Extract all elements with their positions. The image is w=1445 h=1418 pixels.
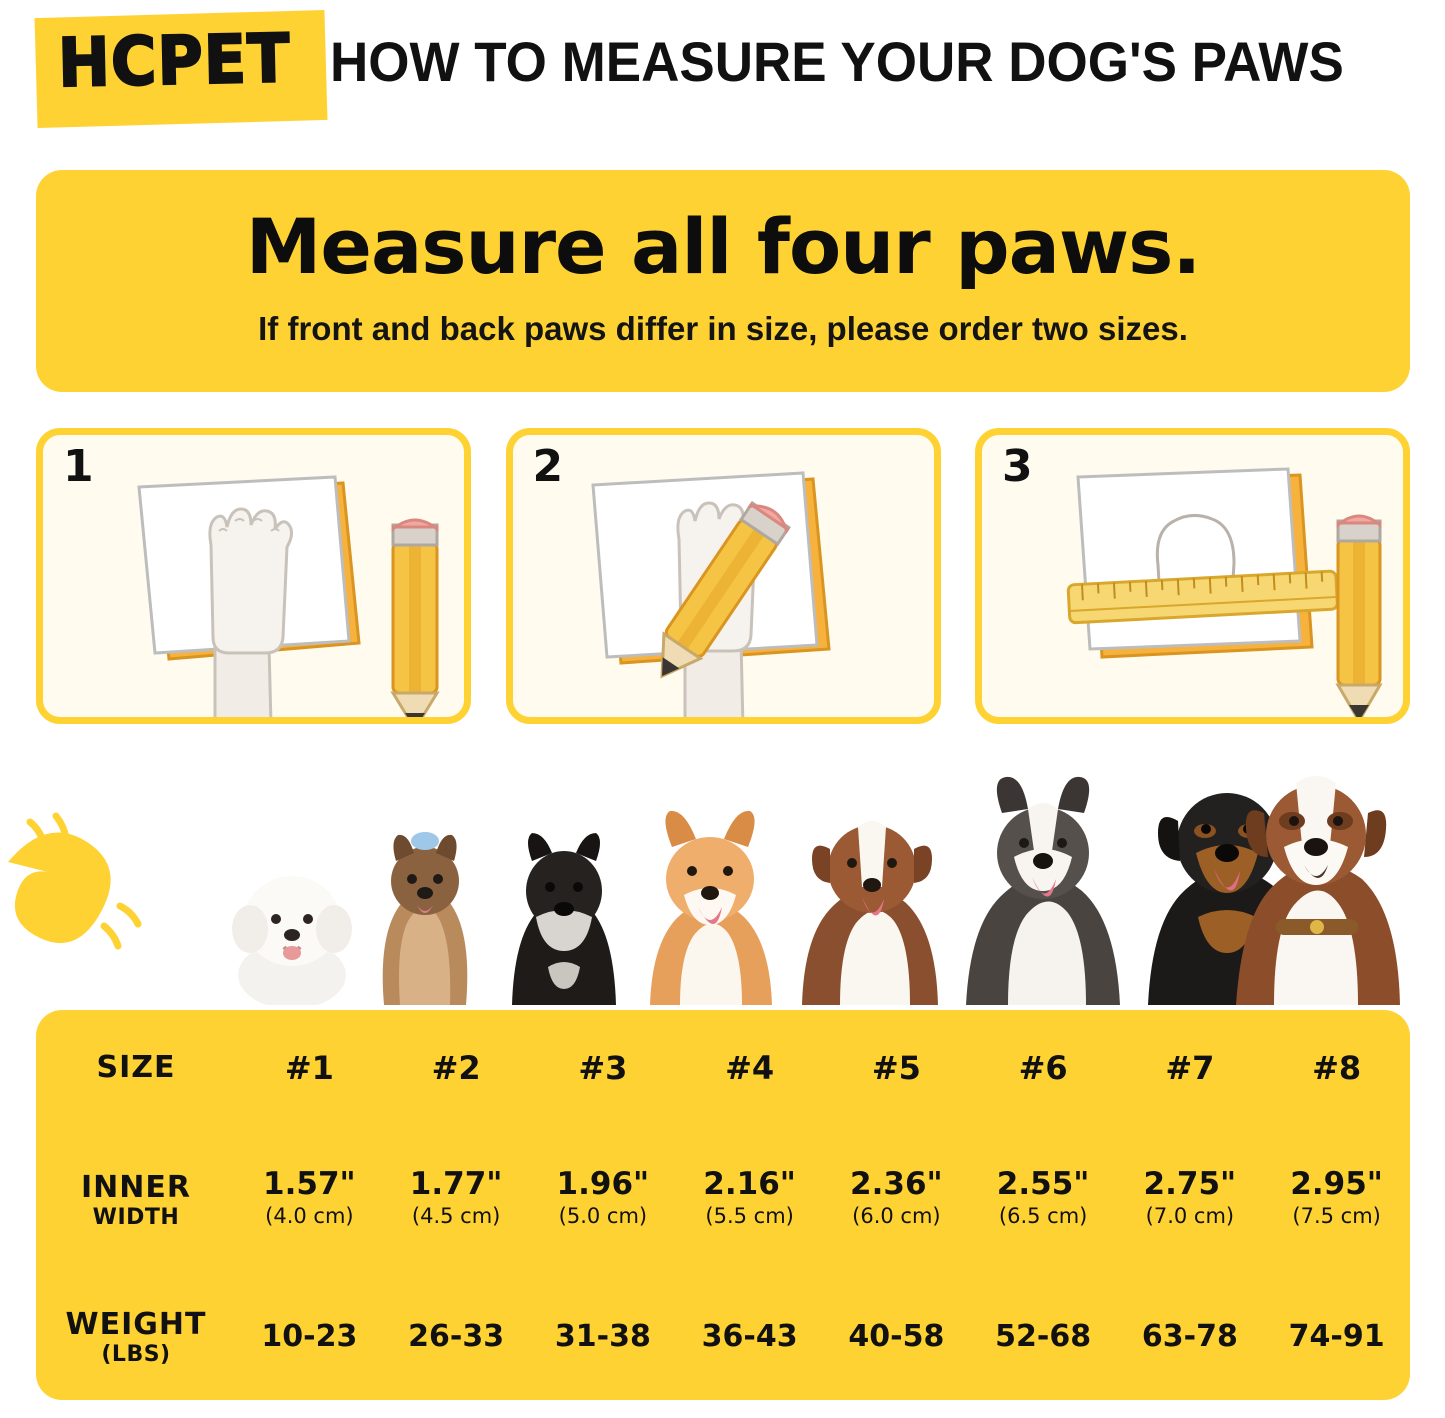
row-label-size: SIZE bbox=[96, 1050, 176, 1086]
dog-bichon-frise bbox=[222, 855, 362, 1005]
inner-width-cell bbox=[530, 1126, 677, 1274]
inner-width-cell bbox=[236, 1126, 383, 1274]
inner-width-inches: 2.16" bbox=[703, 1165, 796, 1202]
inner-width-inches: 1.96" bbox=[556, 1165, 650, 1202]
page-header bbox=[0, 0, 1445, 150]
step-number: 2 bbox=[532, 441, 564, 492]
step-card-3 bbox=[975, 428, 1410, 724]
row-label-inner: INNER bbox=[81, 1169, 191, 1205]
step-number: 1 bbox=[63, 441, 94, 492]
size-cell: #6 bbox=[1018, 1048, 1068, 1087]
yellow-swoosh-icon bbox=[0, 810, 210, 970]
dog-australian-shepherd bbox=[792, 793, 952, 1005]
measuring-trace-with-ruler-icon bbox=[982, 435, 1410, 724]
brand-name: HCPET bbox=[57, 18, 292, 103]
inner-width-inches: 1.77" bbox=[409, 1165, 503, 1202]
dog-lineup bbox=[222, 740, 1402, 1005]
dog-size-illustrations bbox=[0, 740, 1445, 1010]
dog-yorkshire-terrier bbox=[360, 823, 490, 1005]
size-chart-card bbox=[36, 1010, 1410, 1400]
row-label-weight-text: WEIGHT bbox=[65, 1306, 207, 1342]
weight-cell: 31-38 bbox=[554, 1319, 651, 1355]
row-label-width: WIDTH bbox=[92, 1204, 180, 1230]
tracing-paw-with-pencil-icon bbox=[513, 435, 941, 724]
step-card-2 bbox=[506, 428, 941, 724]
inner-width-cell bbox=[383, 1126, 530, 1274]
inner-width-inches: 1.57" bbox=[263, 1165, 356, 1202]
size-cell: #2 bbox=[431, 1048, 481, 1087]
dog-shiba-inu bbox=[636, 809, 786, 1005]
paw-on-paper-icon bbox=[43, 435, 471, 724]
dog-saint-bernard bbox=[1228, 743, 1404, 1005]
size-cell: #1 bbox=[284, 1048, 334, 1087]
inner-width-inches: 2.55" bbox=[996, 1165, 1090, 1202]
table-row-inner-width bbox=[36, 1126, 1410, 1274]
weight-cell: 26-33 bbox=[408, 1319, 505, 1355]
table-row-weight bbox=[36, 1274, 1410, 1401]
inner-width-cm: (6.5 cm) bbox=[998, 1204, 1088, 1229]
weight-cell: 63-78 bbox=[1141, 1319, 1238, 1355]
weight-cell: 36-43 bbox=[701, 1319, 798, 1355]
row-label-weight bbox=[36, 1274, 236, 1401]
row-label-inner-width bbox=[36, 1126, 236, 1274]
inner-width-cell bbox=[1117, 1126, 1264, 1274]
inner-width-cm: (5.0 cm) bbox=[558, 1204, 648, 1229]
inner-width-cm: (4.5 cm) bbox=[411, 1204, 501, 1229]
inner-width-inches: 2.95" bbox=[1290, 1165, 1383, 1202]
inner-width-cell bbox=[823, 1126, 970, 1274]
instruction-banner bbox=[36, 170, 1410, 392]
size-cell: #4 bbox=[725, 1048, 775, 1087]
page-title: HOW TO MEASURE YOUR DOG'S PAWS bbox=[330, 31, 1344, 94]
row-label-weight-unit: (LBS) bbox=[101, 1341, 171, 1367]
inner-width-cm: (5.5 cm) bbox=[705, 1204, 794, 1229]
inner-width-cell bbox=[1263, 1126, 1410, 1274]
steps-row bbox=[36, 428, 1410, 728]
size-cell: #5 bbox=[871, 1048, 921, 1087]
size-cell: #7 bbox=[1165, 1048, 1215, 1087]
step-card-1 bbox=[36, 428, 471, 724]
dog-alaskan-malamute bbox=[958, 773, 1128, 1005]
inner-width-cm: (6.0 cm) bbox=[852, 1204, 941, 1229]
table-row-size bbox=[36, 1010, 1410, 1126]
weight-cell: 74-91 bbox=[1288, 1319, 1385, 1355]
inner-width-inches: 2.75" bbox=[1143, 1165, 1237, 1202]
step-number: 3 bbox=[1002, 441, 1033, 492]
banner-headline: Measure all four paws. bbox=[245, 202, 1201, 291]
inner-width-inches: 2.36" bbox=[850, 1165, 943, 1202]
dog-schnauzer bbox=[496, 825, 632, 1005]
banner-subtext: If front and back paws differ in size, please order two sizes. bbox=[258, 310, 1188, 347]
weight-cell: 10-23 bbox=[261, 1319, 358, 1355]
size-cell: #8 bbox=[1312, 1048, 1362, 1087]
weight-cell: 52-68 bbox=[995, 1319, 1092, 1355]
inner-width-cm: (4.0 cm) bbox=[265, 1204, 354, 1229]
size-chart-table bbox=[36, 1010, 1410, 1400]
size-cell: #3 bbox=[578, 1048, 628, 1087]
inner-width-cell bbox=[676, 1126, 823, 1274]
weight-cell: 40-58 bbox=[848, 1319, 945, 1355]
inner-width-cell bbox=[970, 1126, 1117, 1274]
inner-width-cm: (7.5 cm) bbox=[1292, 1204, 1381, 1229]
inner-width-cm: (7.0 cm) bbox=[1145, 1204, 1235, 1229]
